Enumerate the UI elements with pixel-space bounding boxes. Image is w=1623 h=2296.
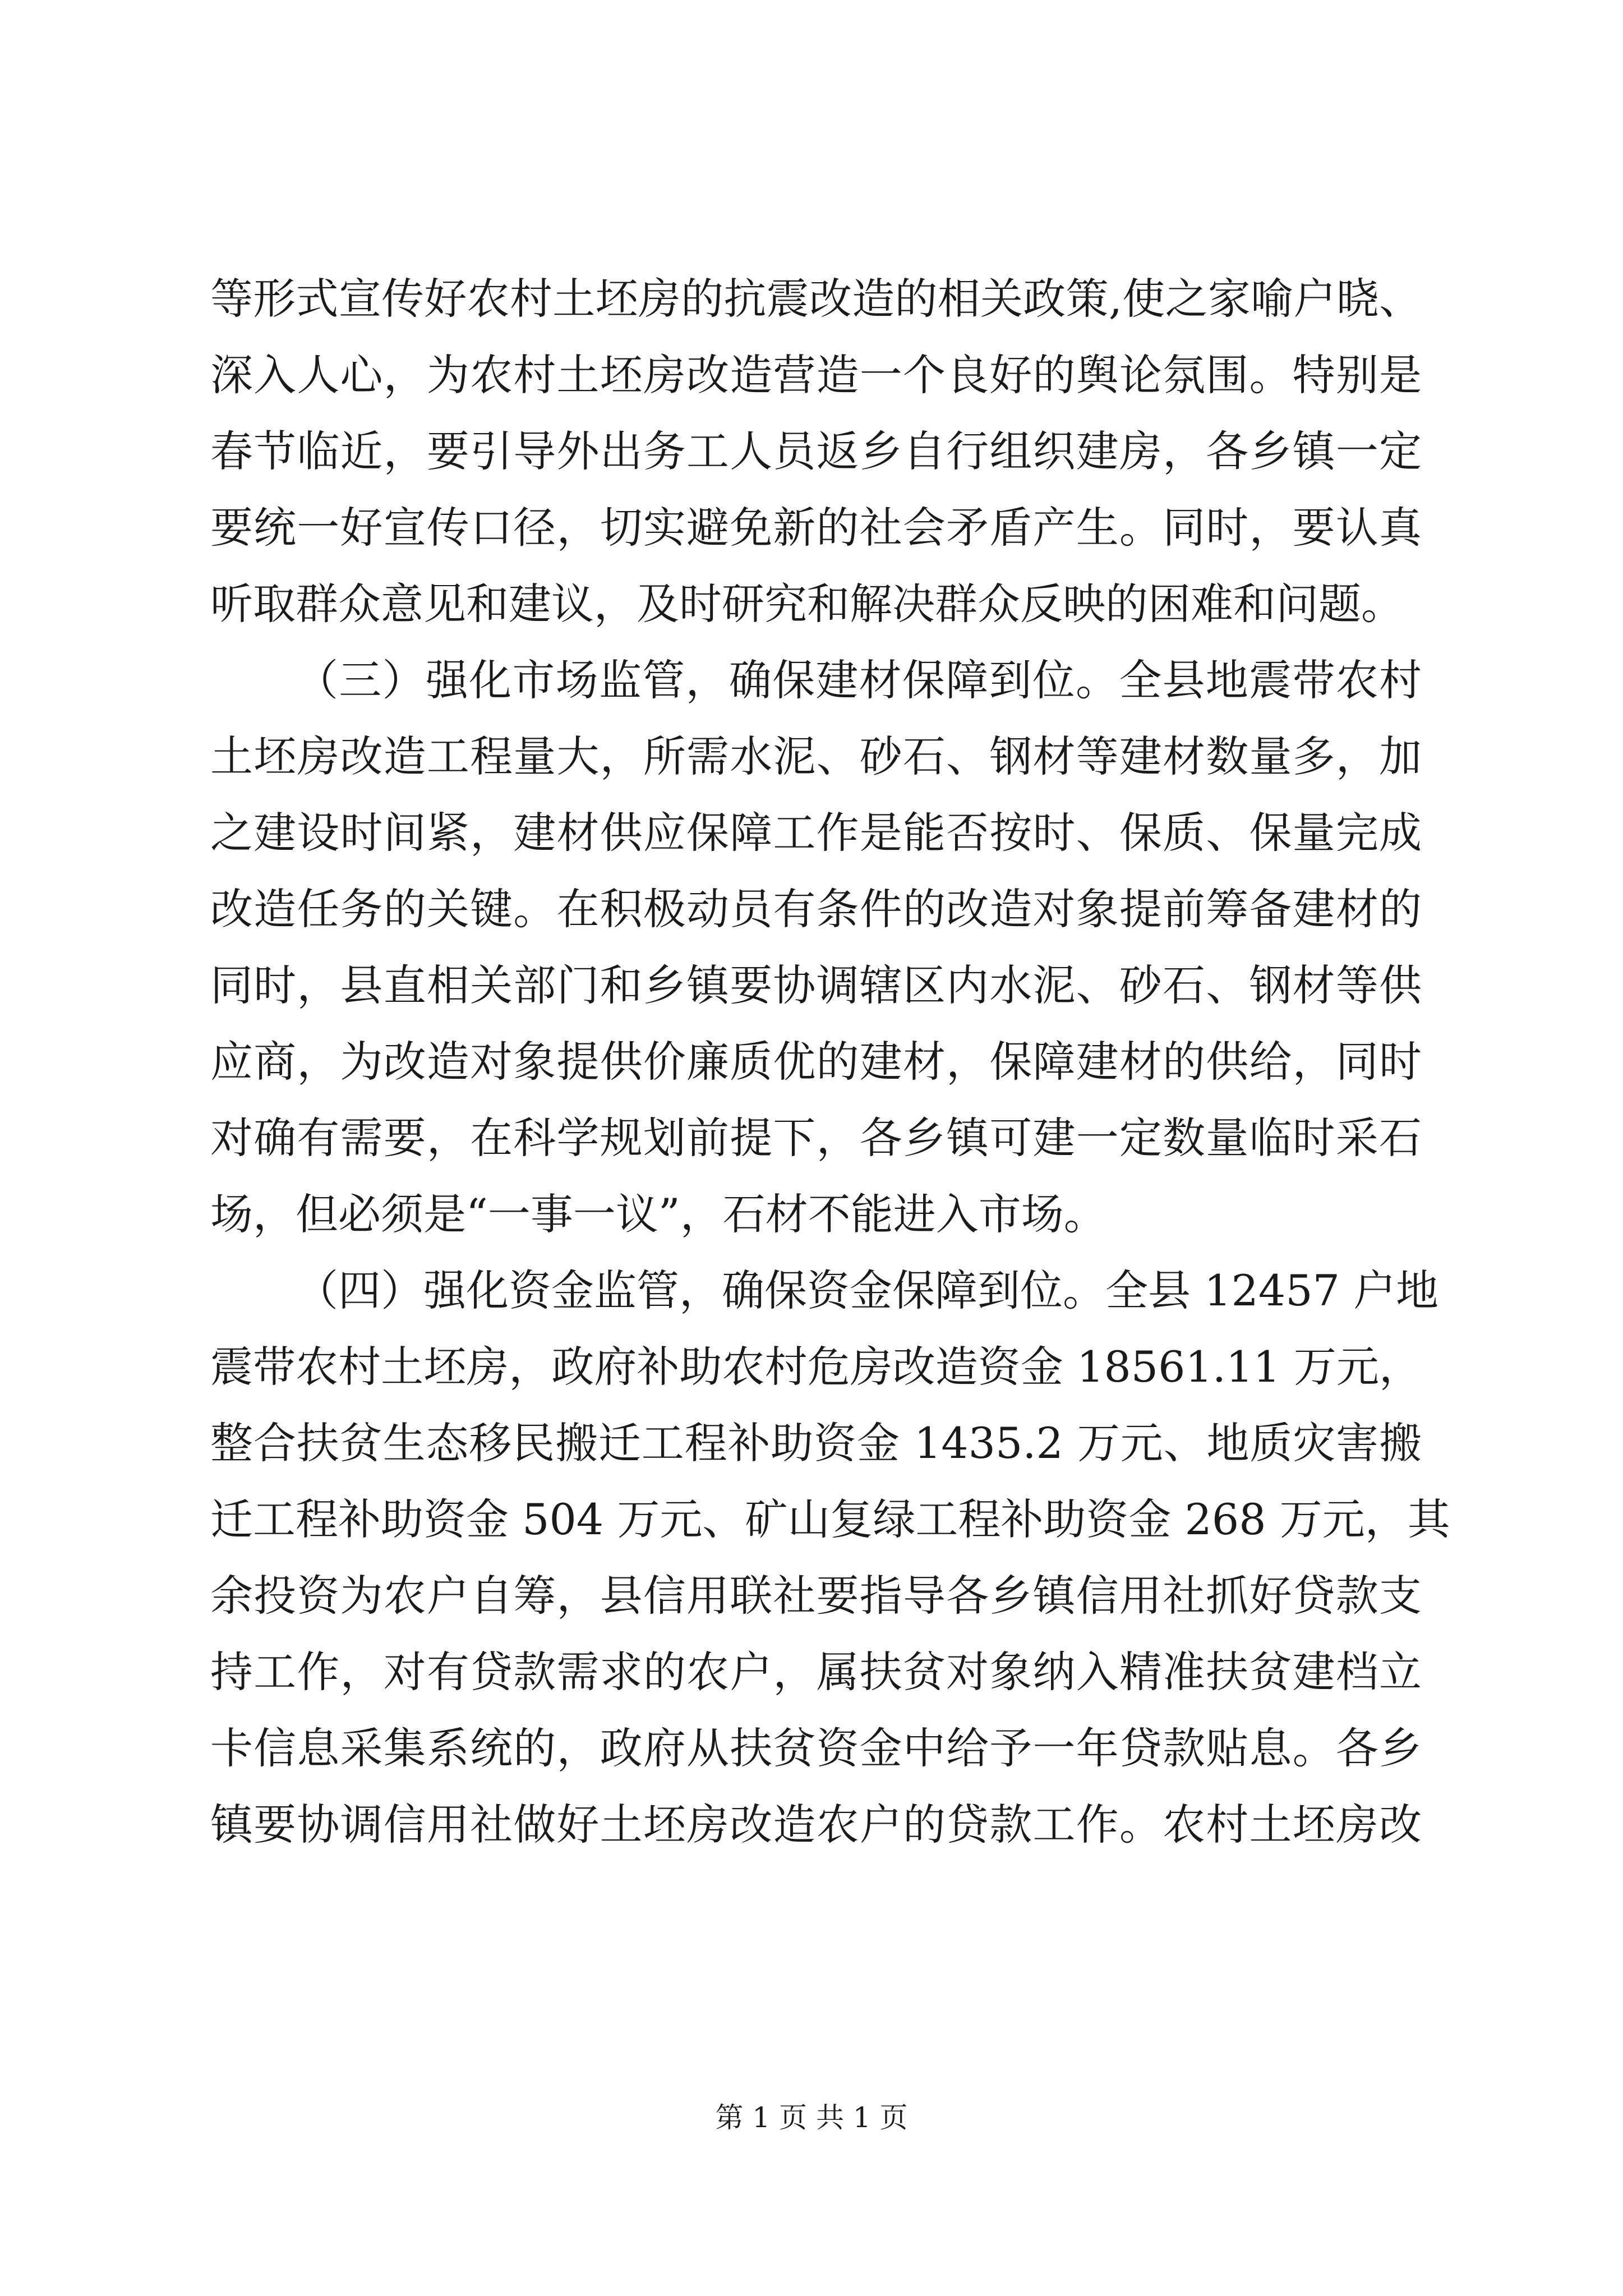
text-line: 镇要协调信用社做好土坯房改造农户的贷款工作。农村土坯房改: [210, 1800, 1422, 1849]
text-line: 土坯房改造工程量大，所需水泥、砂石、钢材等建材数量多，加: [210, 731, 1422, 781]
text-line: （三）强化市场监管，确保建材保障到位。全县地震带农村: [296, 655, 1422, 705]
text-line: 余投资为农户自筹，县信用联社要指导各乡镇信用社抓好贷款支: [210, 1571, 1422, 1621]
page-footer: 第 1 页 共 1 页: [715, 2101, 908, 2134]
text-line: 持工作，对有贷款需求的农户，属扶贫对象纳入精准扶贫建档立: [210, 1647, 1422, 1697]
text-line: 改造任务的关键。在积极动员有条件的改造对象提前筹备建材的: [210, 884, 1422, 934]
text-line: 震带农村土坯房，政府补助农村危房改造资金 18561.11 万元，: [210, 1342, 1422, 1392]
text-line: 之建设时间紧，建材供应保障工作是能否按时、保质、保量完成: [210, 808, 1422, 858]
text-line: 整合扶贫生态移民搬迁工程补助资金 1435.2 万元、地质灾害搬: [210, 1418, 1422, 1468]
text-line: （四）强化资金监管，确保资金保障到位。全县 12457 户地: [296, 1266, 1439, 1315]
text-line: 同时，县直相关部门和乡镇要协调辖区内水泥、砂石、钢材等供: [210, 960, 1422, 1010]
text-line: 听取群众意见和建议，及时研究和解决群众反映的困难和问题。: [210, 579, 1404, 629]
text-line: 对确有需要，在科学规划前提下，各乡镇可建一定数量临时采石: [210, 1113, 1422, 1163]
text-line: 深入人心，为农村土坯房改造营造一个良好的舆论氛围。特别是: [210, 350, 1422, 400]
text-line: 等形式宣传好农村土坯房的抗震改造的相关政策,使之家喻户晓、: [210, 274, 1422, 324]
body-text: [210, 261, 1450, 1863]
text-line: 迁工程补助资金 504 万元、矿山复绿工程补助资金 268 万元，其: [210, 1494, 1450, 1544]
text-line: 卡信息采集系统的，政府从扶贫资金中给予一年贷款贴息。各乡: [210, 1723, 1422, 1773]
text-line: 要统一好宣传口径，切实避免新的社会矛盾产生。同时，要认真: [210, 503, 1422, 553]
text-line: 场，但必须是“一事一议”，石材不能进入市场。: [210, 1189, 1106, 1239]
text-line: 应商，为改造对象提供价廉质优的建材，保障建材的供给，同时: [210, 1037, 1422, 1087]
text-line: 春节临近，要引导外出务工人员返乡自行组织建房，各乡镇一定: [210, 426, 1422, 476]
